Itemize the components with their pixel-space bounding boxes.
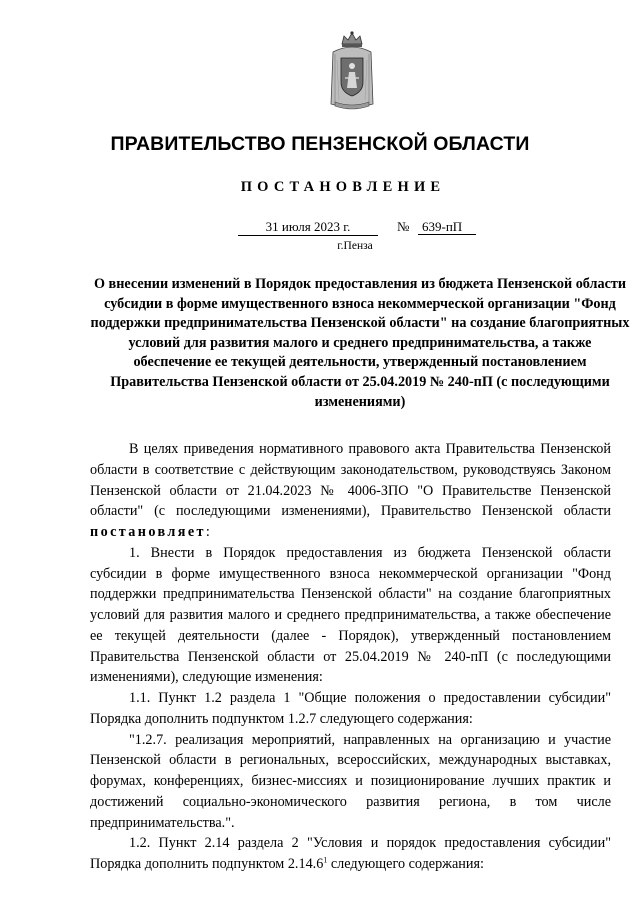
document-date: 31 июля 2023 г. <box>238 218 378 236</box>
document-type: ПОСТАНОВЛЕНИЕ <box>240 179 446 195</box>
city-label: г.Пенза <box>337 240 373 252</box>
paragraph-item-1-1: 1.1. Пункт 1.2 раздела 1 "Общие положения о предоставлении субсидии" Порядка дополнить подпунктом 1.2.7 следующего содержания: <box>90 690 611 727</box>
item-1-2-end: следующего содержания: <box>327 856 484 872</box>
paragraph-item-1-2-7: "1.2.7. реализация мероприятий, направленных на организацию и участие Пензенской области в региональных, всероссийских, международных выставках, форумах, конференциях, бизнес-миссиях и позиционирование лучших практик и достижений социально-экономического развития региона, в том числе предпринимательства.". <box>90 731 611 831</box>
paragraph-preamble <box>90 439 611 543</box>
preamble-text: В целях приведения нормативного правового акта Правительства Пензенской области в соответствие с действующим законодательством, руководствуясь Законом Пензенской области от 21.04.2023 № 4006-ЗПО "О Правительстве Пензенской области" (с последующими изменениями), Правительство Пензенской области <box>90 441 611 520</box>
item-1-2-superscript: 1 <box>323 855 328 865</box>
coat-of-arms-emblem <box>329 30 375 110</box>
number-sign: № <box>397 219 410 234</box>
decree-word: постановляет <box>90 524 206 540</box>
paragraph-item-1-2 <box>90 833 611 875</box>
document-body <box>90 439 611 875</box>
preamble-end: : <box>205 524 210 540</box>
item-1-2-text: 1.2. Пункт 2.14 раздела 2 "Условия и порядок предоставления субсидии" Порядка дополнить подпунктом 2.14.6 <box>90 835 611 872</box>
document-subject: О внесении изменений в Порядок предоставления из бюджета Пензенской области субсидии в форме имущественного взноса некоммерческой организации "Фонд поддержки предпринимательства Пензенской области" на создание благоприятных условий для развития малого и среднего предпринимательства, а также обеспечение ее текущей деятельности, утвержденный постановлением Правительства Пензенской области от 25.04.2019 № 240-пП (с последующими изменениями) <box>90 276 630 410</box>
document-number: 639-пП <box>418 218 476 235</box>
government-title: ПРАВИТЕЛЬСТВО ПЕНЗЕНСКОЙ ОБЛАСТИ <box>110 133 530 155</box>
paragraph-item-1: 1. Внести в Порядок предоставления из бюджета Пензенской области субсидии в форме имущественного взноса некоммерческой организации "Фонд поддержки предпринимательства Пензенской области" на создание благоприятных условий для развития малого и среднего предпринимательства, а также обеспечение ее текущей деятельности (далее - Порядок), утвержденный постановлением Правительства Пензенской области от 25.04.2019 № 240-пП (с последующими изменениями), следующие изменения: <box>90 544 611 686</box>
